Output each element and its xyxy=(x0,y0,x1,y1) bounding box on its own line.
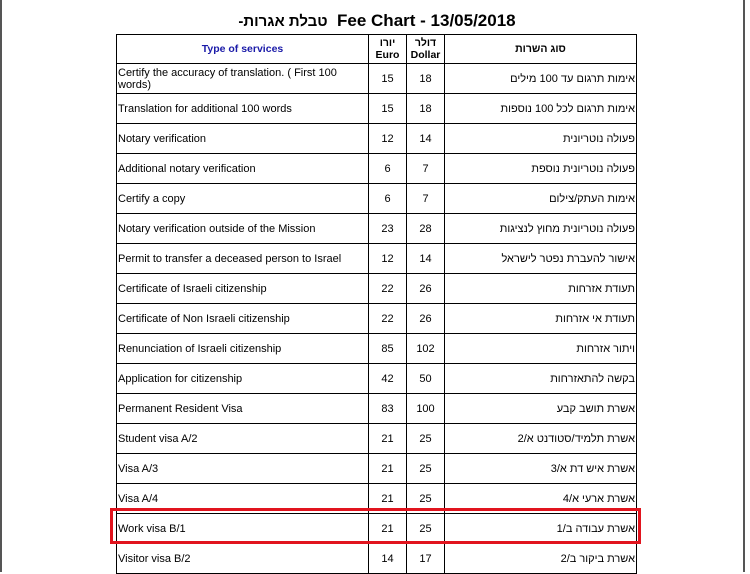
fee-dollar: 50 xyxy=(407,364,445,394)
service-name-hebrew: אישור להעברת נפטר לישראל xyxy=(445,244,637,274)
table-row xyxy=(117,364,637,394)
fee-euro: 15 xyxy=(369,94,407,124)
service-name-english: Notary verification xyxy=(117,124,369,154)
service-name-hebrew: תעודת אזרחות xyxy=(445,274,637,304)
fee-euro: 12 xyxy=(369,244,407,274)
fee-dollar: 28 xyxy=(407,214,445,244)
fee-euro: 15 xyxy=(369,64,407,94)
table-row xyxy=(117,244,637,274)
service-name-hebrew: אשרת ארעי א/4 xyxy=(445,484,637,514)
fee-euro: 12 xyxy=(369,124,407,154)
table-row xyxy=(117,484,637,514)
service-name-english: Translation for additional 100 words xyxy=(117,94,369,124)
fee-dollar: 25 xyxy=(407,454,445,484)
header-dollar-english: Dollar xyxy=(410,49,441,61)
service-name-hebrew: אימות תרגום לכל 100 נוספות xyxy=(445,94,637,124)
service-name-english: Work visa B/1 xyxy=(117,514,369,544)
service-name-hebrew: אשרת ביקור ב/2 xyxy=(445,544,637,574)
fee-euro: 21 xyxy=(369,484,407,514)
service-name-english: Visa A/3 xyxy=(117,454,369,484)
fee-dollar: 14 xyxy=(407,124,445,154)
table-row xyxy=(117,394,637,424)
service-name-english: Visitor visa B/2 xyxy=(117,544,369,574)
fee-dollar: 18 xyxy=(407,94,445,124)
service-name-english: Permit to transfer a deceased person to Israel xyxy=(117,244,369,274)
service-name-english: Certificate of Non Israeli citizenship xyxy=(117,304,369,334)
table-row xyxy=(117,454,637,484)
service-name-hebrew: אשרת איש דת א/3 xyxy=(445,454,637,484)
fee-dollar: 26 xyxy=(407,304,445,334)
service-name-english: Renunciation of Israeli citizenship xyxy=(117,334,369,364)
fee-euro: 21 xyxy=(369,514,407,544)
service-name-english: Notary verification outside of the Mission xyxy=(117,214,369,244)
service-name-english: Additional notary verification xyxy=(117,154,369,184)
service-name-hebrew: ויתור אזרחות xyxy=(445,334,637,364)
table-row xyxy=(117,424,637,454)
right-page-border xyxy=(743,0,745,572)
fee-euro: 83 xyxy=(369,394,407,424)
fee-dollar: 7 xyxy=(407,184,445,214)
table-row xyxy=(117,334,637,364)
header-dollar-hebrew: דולר xyxy=(414,37,437,49)
fee-euro: 21 xyxy=(369,454,407,484)
table-row xyxy=(117,154,637,184)
table-row xyxy=(117,514,637,544)
service-name-english: Certificate of Israeli citizenship xyxy=(117,274,369,304)
service-name-english: Certify the accuracy of translation. ( First 100 words) xyxy=(117,64,369,94)
service-name-english: Certify a copy xyxy=(117,184,369,214)
table-row xyxy=(117,124,637,154)
fee-dollar: 18 xyxy=(407,64,445,94)
table-row xyxy=(117,64,637,94)
fee-dollar: 14 xyxy=(407,244,445,274)
fee-euro: 85 xyxy=(369,334,407,364)
fee-euro: 6 xyxy=(369,184,407,214)
fee-euro: 21 xyxy=(369,424,407,454)
header-type-of-services: Type of services xyxy=(117,35,369,64)
service-name-english: Application for citizenship xyxy=(117,364,369,394)
table-row xyxy=(117,274,637,304)
header-euro-english: Euro xyxy=(375,49,400,61)
service-name-hebrew: אשרת תלמיד/סטודנט א/2 xyxy=(445,424,637,454)
service-name-hebrew: פעולה נוטריונית נוספת xyxy=(445,154,637,184)
table-row xyxy=(117,304,637,334)
table-row xyxy=(117,94,637,124)
fee-dollar: 25 xyxy=(407,424,445,454)
service-name-hebrew: פעולה נוטריונית מחוץ לנציגות xyxy=(445,214,637,244)
service-name-hebrew: אשרת תושב קבע xyxy=(445,394,637,424)
fee-euro: 23 xyxy=(369,214,407,244)
service-name-hebrew: תעודת אי אזרחות xyxy=(445,304,637,334)
service-name-hebrew: פעולה נוטריונית xyxy=(445,124,637,154)
fee-euro: 22 xyxy=(369,274,407,304)
page-title xyxy=(118,10,636,33)
header-dollar xyxy=(407,35,445,64)
fee-dollar: 25 xyxy=(407,484,445,514)
table-row xyxy=(117,544,637,574)
fee-dollar: 7 xyxy=(407,154,445,184)
title-english: Fee Chart - 13/05/2018 xyxy=(337,11,516,30)
service-name-hebrew: בקשה להתאזרחות xyxy=(445,364,637,394)
service-name-english: Permanent Resident Visa xyxy=(117,394,369,424)
fee-dollar: 102 xyxy=(407,334,445,364)
title-hebrew: טבלת אגרות- xyxy=(238,13,328,30)
header-euro-hebrew: יורו xyxy=(379,37,396,49)
fee-dollar: 100 xyxy=(407,394,445,424)
service-name-hebrew: אשרת עבודה ב/1 xyxy=(445,514,637,544)
service-name-english: Student visa A/2 xyxy=(117,424,369,454)
service-name-english: Visa A/4 xyxy=(117,484,369,514)
fee-euro: 22 xyxy=(369,304,407,334)
fee-euro: 42 xyxy=(369,364,407,394)
header-service-type-hebrew: סוג השרות xyxy=(445,35,637,64)
fee-euro: 6 xyxy=(369,154,407,184)
table-row xyxy=(117,214,637,244)
fee-dollar: 25 xyxy=(407,514,445,544)
service-name-hebrew: אימות העתק/צילום xyxy=(445,184,637,214)
table-header-row xyxy=(117,35,637,64)
header-euro xyxy=(369,35,407,64)
fee-dollar: 26 xyxy=(407,274,445,304)
fee-table xyxy=(116,34,637,574)
left-page-border xyxy=(0,0,2,572)
fee-euro: 14 xyxy=(369,544,407,574)
service-name-hebrew: אימות תרגום עד 100 מילים xyxy=(445,64,637,94)
fee-dollar: 17 xyxy=(407,544,445,574)
table-row xyxy=(117,184,637,214)
